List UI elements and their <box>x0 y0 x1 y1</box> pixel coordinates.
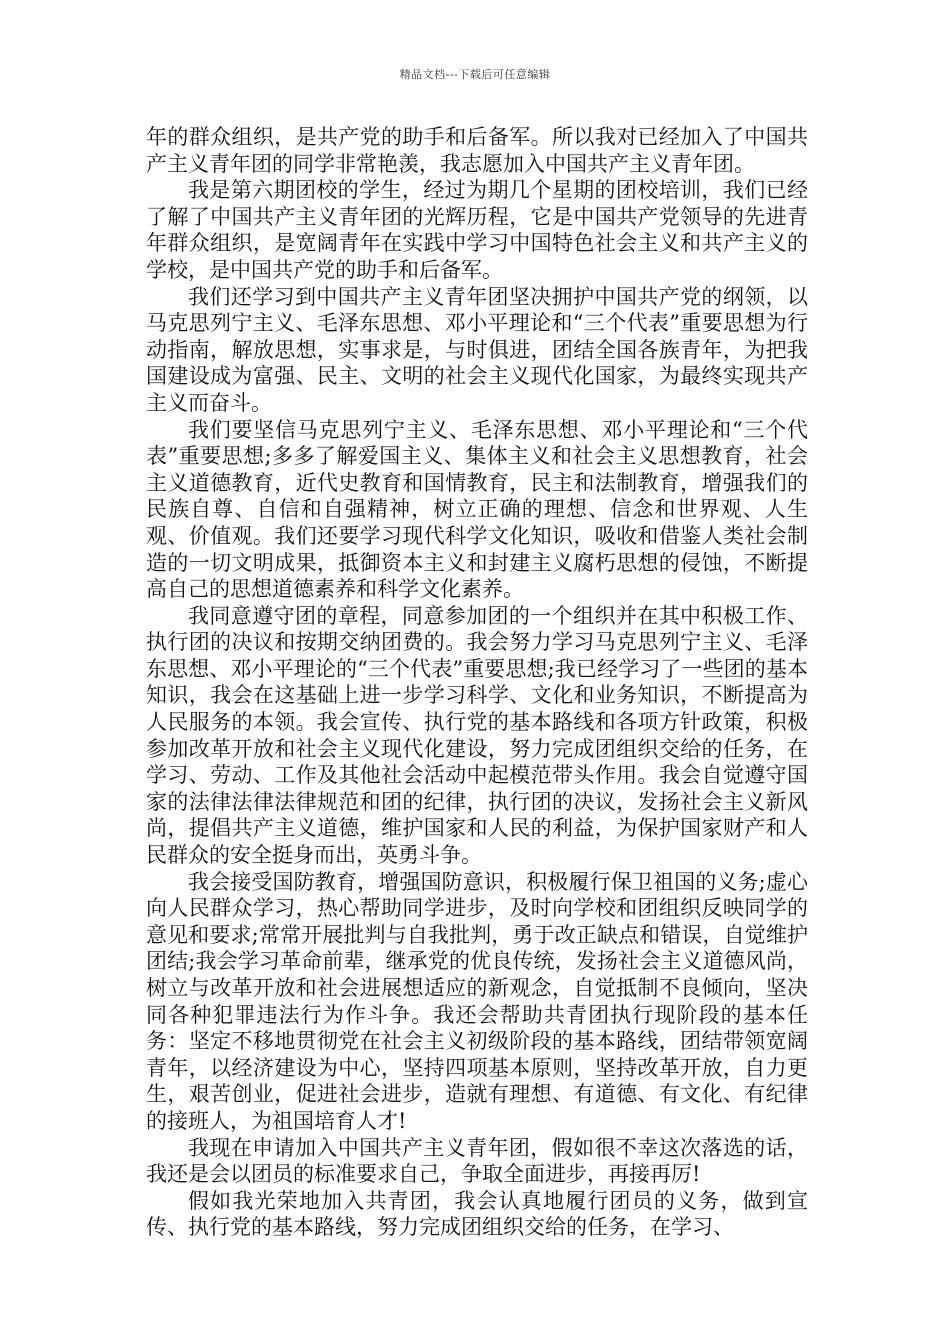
paragraph-continuation: 年的群众组织，是共产党的助手和后备军。所以我对已经加入了中国共产主义青年团的同学非常艳羡，我志愿加入中国共产主义青年团。 <box>146 125 808 176</box>
page-header: 精品文档---下载后可任意编辑 <box>399 68 551 81</box>
document-body <box>146 124 808 1241</box>
paragraph: 我现在申请加入中国共产主义青年团，假如很不幸这次落选的话，我还是会以团员的标准要求自己，争取全面进步，再接再厉! <box>146 1135 808 1187</box>
paragraph: 我们要坚信马克思列宁主义、毛泽东思想、邓小平理论和“三个代表”重要思想;多多了解爱国主义、集体主义和社会主义思想教育，社会主义道德教育，近代史教育和国情教育，民主和法制教育，增强我们的民族自尊、自信和自强精神，树立正确的理想、信念和世界观、人生观、价值观。我们还要学习现代科学文化知识，吸收和借鉴人类社会制造的一切文明成果，抵御资本主义和封建主义腐朽思想的侵蚀，不断提高自己的思想道德素养和科学文化素养。 <box>146 417 808 602</box>
paragraph: 我同意遵守团的章程，同意参加团的一个组织并在其中积极工作、执行团的决议和按期交纳团费的。我会努力学习马克思列宁主义、毛泽东思想、邓小平理论的“三个代表”重要思想;我已经学习了一些团的基本知识，我会在这基础上进一步学习科学、文化和业务知识，不断提高为人民服务的本领。我会宣传、执行党的基本路线和各项方针政策，积极参加改革开放和社会主义现代化建设，努力完成团组织交给的任务，在学习、劳动、工作及其他社会活动中起模范带头作用。我会自觉遵守国家的法律法律法律规范和团的纪律，执行团的决议，发扬社会主义新风尚，提倡共产主义道德，维护国家和人民的利益，为保护国家财产和人民群众的安全挺身而出，英勇斗争。 <box>146 603 808 868</box>
paragraph: 我们还学习到中国共产主义青年团坚决拥护中国共产党的纲领，以马克思列宁主义、毛泽东思想、邓小平理论和“三个代表”重要思想为行动指南，解放思想，实事求是，与时俱进，团结全国各族青年，为把我国建设成为富强、民主、文明的社会主义现代化国家，为最终实现共产主义而奋斗。 <box>146 284 808 415</box>
paragraph: 我是第六期团校的学生，经过为期几个星期的团校培训，我们已经了解了中国共产主义青年团的光辉历程，它是中国共产党领导的先进青年群众组织，是宽阔青年在实践中学习中国特色社会主义和共产主义的学校，是中国共产党的助手和后备军。 <box>146 178 808 282</box>
paragraph: 假如我光荣地加入共青团，我会认真地履行团员的义务，做到宣传、执行党的基本路线，努力完成团组织交给的任务，在学习、 <box>146 1188 808 1240</box>
paragraph: 我会接受国防教育，增强国防意识，积极履行保卫祖国的义务;虚心向人民群众学习，热心帮助同学进步，及时向学校和团组织反映同学的意见和要求;常常开展批判与自我批判，勇于改正缺点和错误，自觉维护团结;我会学习革命前辈，继承党的优良传统，发扬社会主义道德风尚，树立与改革开放和社会进展想适应的新观念，自觉抵制不良倾向，坚决同各种犯罪违法行为作斗争。我还会帮助共青团执行现阶段的基本任务：坚定不移地贯彻党在社会主义初级阶段的基本路线，团结带领宽阔青年，以经济建设为中心，坚持四项基本原则，坚持改革开放，自力更生，艰苦创业，促进社会进步，造就有理想、有道德、有文化、有纪律的接班人，为祖国培育人才! <box>146 869 808 1133</box>
